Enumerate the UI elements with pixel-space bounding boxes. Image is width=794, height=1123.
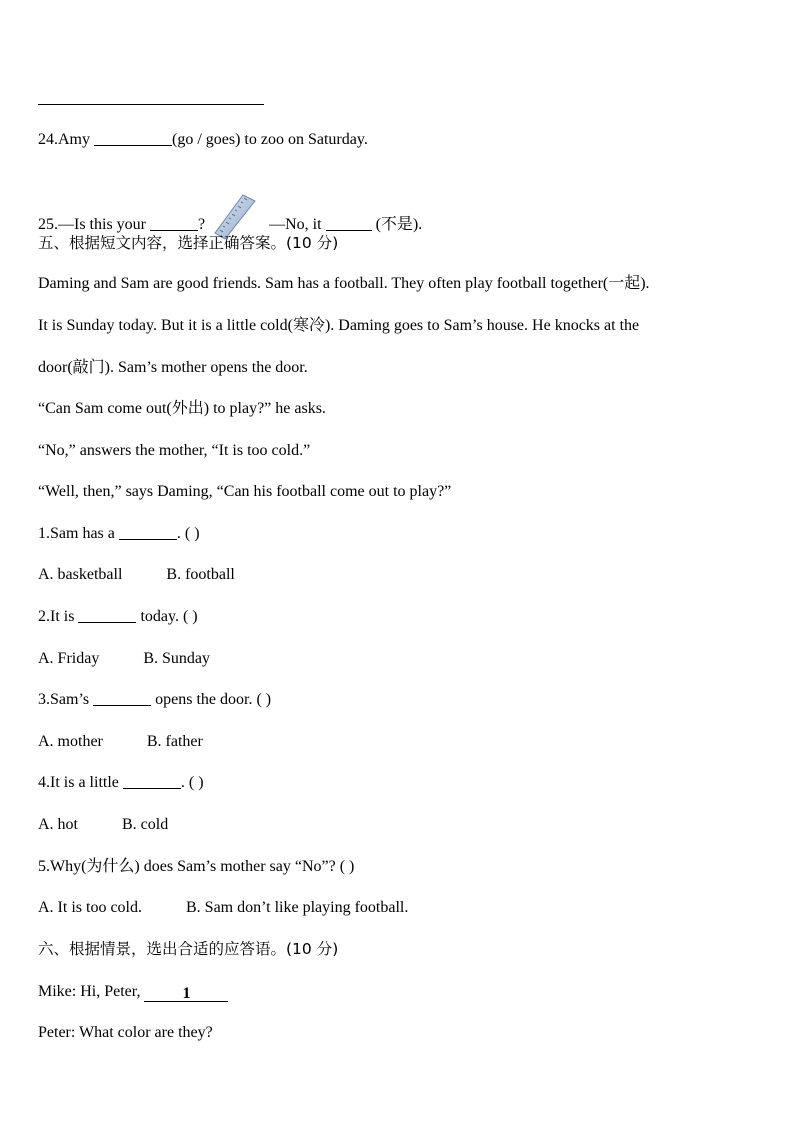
passage-line: It is Sunday today. But it is a little cold(寒冷). Daming goes to Sam’s house. He knocks at the [38, 317, 640, 334]
option-b[interactable]: B. cold [122, 816, 169, 833]
answer-bracket: . ( ) [176, 525, 200, 542]
answer-line [38, 104, 264, 105]
fill-blank[interactable] [93, 690, 151, 706]
fill-blank[interactable] [119, 524, 177, 540]
dialog-blank-1[interactable]: 1 [144, 986, 228, 1002]
comprehension-question-4 [38, 773, 204, 793]
question-text: 3.Sam’s [38, 691, 94, 708]
comprehension-question-1 [38, 524, 200, 544]
question-text: 2.It is [38, 608, 79, 625]
question-text: —Is this your [58, 216, 150, 233]
option-a[interactable]: A. hot [38, 816, 78, 833]
passage-line: “No,” answers the mother, “It is too cold.” [38, 442, 311, 459]
fill-blank[interactable] [78, 607, 136, 623]
comprehension-question-5 [38, 857, 354, 877]
option-b[interactable]: B. football [166, 566, 235, 583]
question-number: 24. [38, 131, 58, 148]
section-5-heading: 五、根据短文内容，选择正确答案。(10 分) [38, 234, 339, 252]
passage-line: Daming and Sam are good friends. Sam has a football. They often play football together(一起). [38, 275, 650, 292]
option-a[interactable]: A. mother [38, 733, 103, 750]
option-b[interactable]: B. Sam don’t like playing football. [186, 899, 409, 916]
option-a[interactable]: A. Friday [38, 650, 100, 667]
section-6-heading: 六、根据情景，选出合适的应答语。(10 分) [38, 940, 339, 958]
question-text: 1.Sam has a [38, 525, 119, 542]
answer-bracket: . ( ) [180, 774, 204, 791]
fill-blank[interactable] [94, 130, 172, 146]
question-text: Amy [58, 131, 94, 148]
question-text: 4.It is a little [38, 774, 123, 791]
dialog-line-1 [38, 982, 228, 1002]
comprehension-question-3 [38, 690, 271, 710]
option-b[interactable]: B. Sunday [143, 650, 210, 667]
dialog-line-2: Peter: What color are they? [38, 1024, 213, 1041]
fill-blank[interactable] [123, 773, 181, 789]
option-a[interactable]: A. It is too cold. [38, 899, 142, 916]
fill-blank[interactable] [150, 215, 198, 231]
question-text: 5.Why(为什么) does Sam’s mother say “No”? ( ) [38, 858, 355, 875]
option-b[interactable]: B. father [146, 733, 203, 750]
answer-bracket: opens the door. ( ) [151, 691, 272, 708]
passage-line: “Well, then,” says Daming, “Can his football come out to play?” [38, 483, 452, 500]
options-2 [38, 649, 210, 669]
options-1 [38, 565, 235, 585]
question-24 [38, 130, 368, 150]
options-5 [38, 898, 408, 918]
question-mark: ? [198, 216, 206, 233]
answer-text: —No, it [269, 216, 326, 233]
answer-text: (不是). [371, 216, 423, 233]
question-text: (go / goes) to zoo on Saturday. [172, 131, 368, 148]
fill-blank[interactable] [326, 215, 372, 231]
options-3 [38, 732, 203, 752]
passage-line: door(敲门). Sam’s mother opens the door. [38, 359, 308, 376]
options-4 [38, 815, 168, 835]
dialog-text: Mike: Hi, Peter, [38, 983, 145, 1000]
question-number: 25. [38, 216, 58, 233]
comprehension-question-2 [38, 607, 198, 627]
passage-line: “Can Sam come out(外出) to play?” he asks. [38, 400, 326, 417]
answer-bracket: today. ( ) [136, 608, 198, 625]
option-a[interactable]: A. basketball [38, 566, 123, 583]
